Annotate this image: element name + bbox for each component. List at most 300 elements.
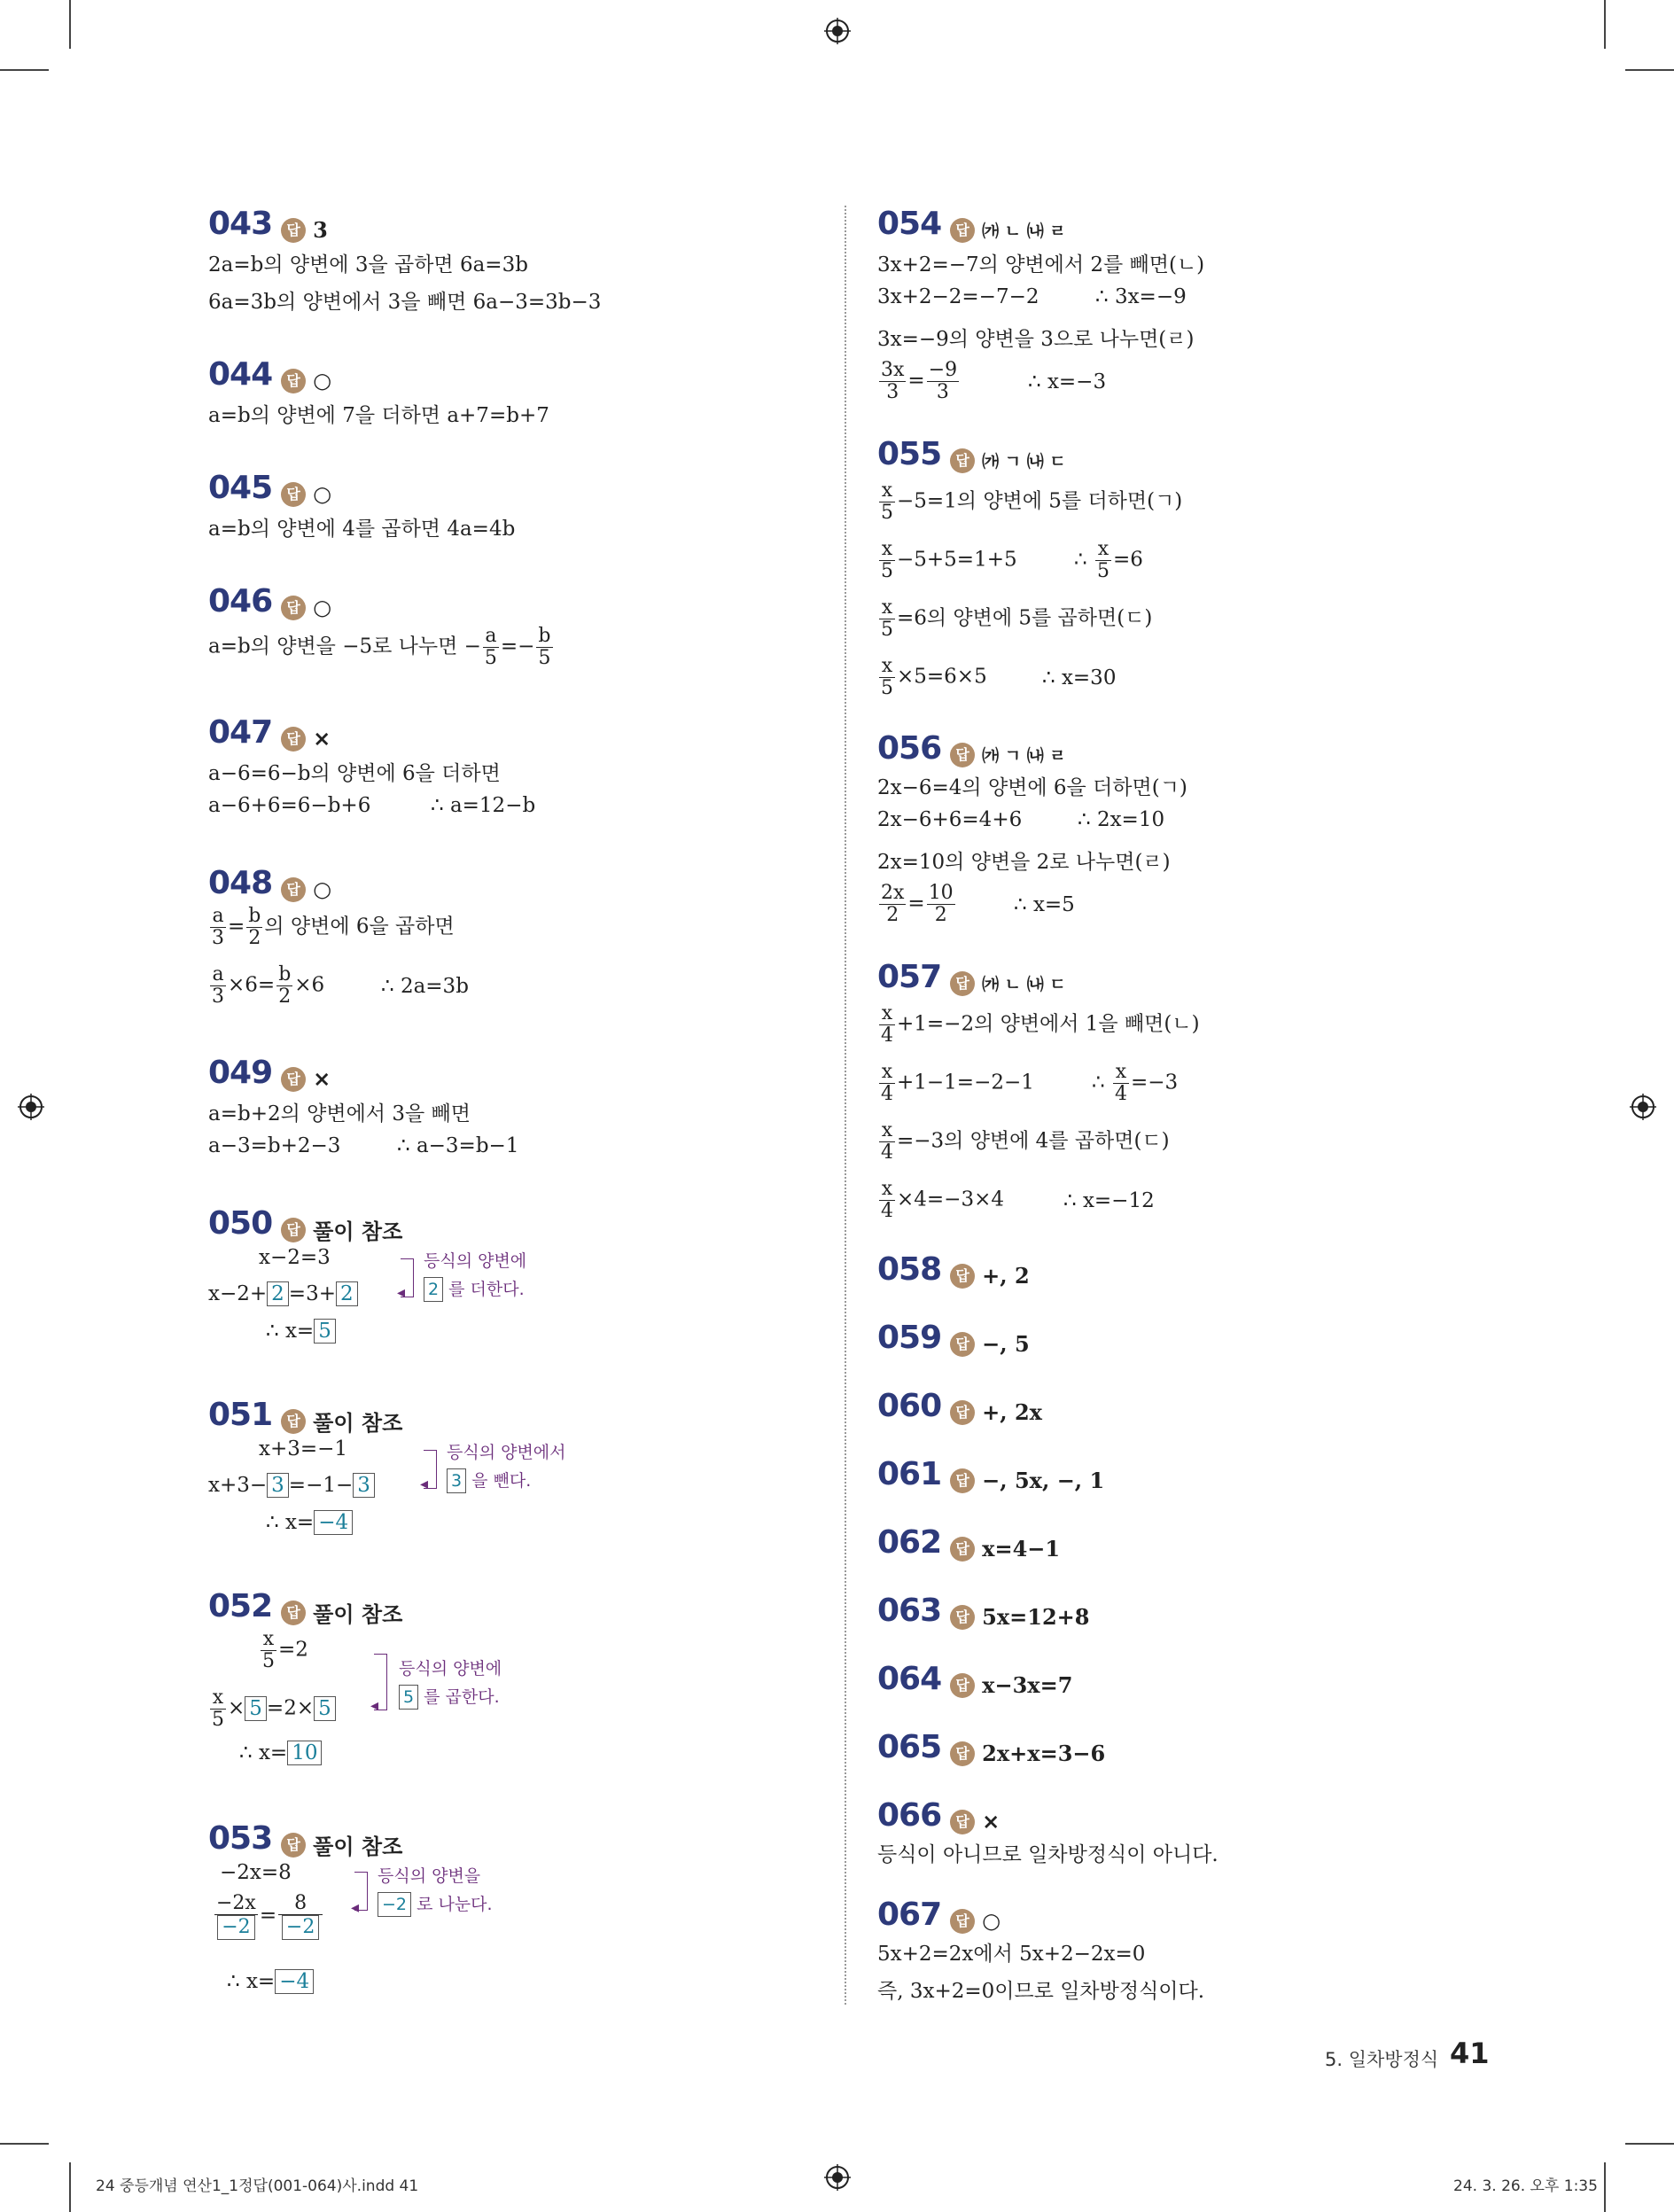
fraction (879, 539, 895, 582)
problem-header-052 (208, 1588, 402, 1628)
denominator: 2 (248, 927, 261, 949)
numerator: 3x (881, 359, 905, 381)
solution-line: 5x+2=2x에서 5x+2−2x=0 (877, 1943, 1146, 1966)
fraction (1113, 1062, 1129, 1105)
denominator: 4 (881, 1024, 893, 1047)
text: 를 곱한다. (424, 1687, 500, 1707)
problem-header-066 (877, 1797, 1000, 1834)
denominator: 5 (262, 1650, 275, 1672)
solution-line (1092, 1062, 1178, 1105)
solution-line: ∴ 2x=10 (1078, 808, 1165, 831)
problem-header-047 (208, 714, 331, 752)
equation-row (208, 1473, 375, 1498)
solution-line (208, 906, 455, 949)
text: =− (500, 635, 535, 658)
problem-number: 058 (877, 1251, 942, 1288)
solution-line: 3x=−9의 양변을 3으로 나누면(ㄹ) (877, 328, 1195, 351)
problem-header-049 (208, 1055, 331, 1092)
solution-line (877, 1003, 1200, 1047)
problem-number: 067 (877, 1897, 942, 1933)
text: =−3 (1130, 1071, 1179, 1094)
fraction (927, 883, 955, 926)
answer-badge: 답 (281, 1601, 306, 1625)
answer: ○ (313, 368, 332, 393)
solution-line (877, 1120, 1170, 1164)
problem-number: 059 (877, 1320, 942, 1356)
solution-line: a=b의 양변에 4를 곱하면 4a=4b (208, 518, 516, 541)
answer: −, 5x, −, 1 (982, 1468, 1105, 1493)
solution-line: ∴ x=−3 (1028, 370, 1107, 393)
problem-header-061 (877, 1456, 1104, 1493)
problem-number: 052 (208, 1588, 273, 1624)
fraction (879, 1003, 895, 1047)
problem-header-048 (208, 865, 331, 902)
text: ×5=6×5 (897, 665, 987, 689)
numerator: 2x (881, 882, 905, 904)
column-divider (845, 206, 846, 2005)
problem-header-046 (208, 583, 331, 620)
denominator: 3 (212, 985, 224, 1008)
fraction (927, 360, 959, 403)
registration-mark-icon (18, 1094, 44, 1120)
arrow-icon: ◂ (370, 1696, 379, 1715)
text: =6의 양변에 5를 곱하면(ㄷ) (897, 606, 1153, 630)
denominator: 5 (881, 502, 893, 524)
problem-header-067 (877, 1897, 1001, 1934)
text: = (228, 915, 245, 939)
problem-header-044 (208, 356, 331, 393)
slug-timestamp: 24. 3. 26. 오후 1:35 (1453, 2177, 1598, 2195)
arrow-icon: ◂ (351, 1898, 360, 1917)
note-text (447, 1468, 531, 1493)
answer: ㈎ ㄴ ㈏ ㄷ (982, 975, 1066, 994)
answer-box: 5 (314, 1319, 336, 1344)
problem-header-055 (877, 436, 1066, 473)
text: = (259, 1904, 277, 1928)
denominator: 5 (881, 677, 893, 699)
solution-line: ∴ 2a=3b (381, 975, 469, 998)
text: × (228, 1696, 245, 1720)
equation-row: x−2=3 (259, 1246, 331, 1269)
numerator: x (879, 656, 895, 678)
denominator: 4 (881, 1083, 893, 1105)
text: ×4=−3×4 (897, 1188, 1004, 1211)
denominator: 4 (1114, 1083, 1127, 1105)
fraction (879, 1120, 895, 1164)
page-number: 41 (1450, 2037, 1490, 2070)
answer-badge: 답 (950, 1605, 975, 1630)
fraction (210, 906, 226, 949)
denominator: 5 (881, 560, 893, 582)
problem-header-060 (877, 1388, 1042, 1425)
registration-mark-icon (824, 2164, 851, 2191)
fraction (246, 906, 262, 949)
solution-line (877, 480, 1182, 524)
problem-number: 048 (208, 865, 273, 901)
solution-line (208, 626, 555, 669)
numerator: 10 (928, 882, 954, 904)
answer: x=4−1 (982, 1536, 1061, 1562)
note-text: 등식의 양변에서 (447, 1443, 566, 1462)
answer-badge: 답 (281, 877, 306, 902)
answer: × (982, 1809, 1001, 1834)
numerator: x (879, 1120, 895, 1142)
text: 을 뺀다. (471, 1471, 532, 1491)
denominator: 5 (538, 647, 551, 669)
answer: 5x=12+8 (982, 1604, 1090, 1630)
answer-box: 3 (353, 1473, 375, 1498)
answer-badge: 답 (281, 1409, 306, 1434)
answer-badge: 답 (950, 1537, 975, 1562)
denominator (278, 1915, 323, 1940)
answer: 풀이 참조 (313, 1219, 403, 1244)
text: x+3− (208, 1474, 268, 1497)
numerator: a (210, 906, 226, 928)
note-text: 등식의 양변에 (424, 1251, 527, 1271)
problem-number: 045 (208, 470, 273, 506)
text: +1=−2의 양변에서 1을 빼면(ㄴ) (897, 1012, 1200, 1036)
problem-header-057 (877, 959, 1066, 996)
denominator: 4 (881, 1141, 893, 1164)
solution-line (877, 360, 961, 403)
text: = (907, 892, 925, 915)
denominator: 5 (212, 1709, 224, 1731)
answer-box: 3 (447, 1468, 466, 1493)
crop-mark (1625, 69, 1674, 71)
answer: ○ (313, 481, 332, 507)
answer: ○ (313, 595, 332, 620)
problem-number: 050 (208, 1205, 273, 1242)
text: =−3의 양변에 4를 곱하면(ㄷ) (897, 1129, 1170, 1153)
equation-row (239, 1741, 322, 1765)
solution-line: ∴ x=30 (1042, 666, 1117, 689)
denominator: 4 (881, 1200, 893, 1222)
problem-header-058 (877, 1251, 1030, 1289)
problem-number: 056 (877, 730, 942, 767)
solution-line (208, 964, 324, 1008)
text: 로 나눈다. (417, 1895, 493, 1914)
text: =−1− (288, 1474, 354, 1497)
text: x−2+ (208, 1282, 268, 1305)
fraction (214, 1893, 258, 1940)
problem-header-059 (877, 1320, 1030, 1357)
chapter-label: 5. 일차방정식 (1325, 2049, 1439, 2070)
answer-badge: 답 (950, 1468, 975, 1493)
equation-row (208, 1281, 358, 1306)
answer: 풀이 참조 (313, 1411, 403, 1436)
text: ∴ x= (266, 1320, 315, 1343)
solution-line (877, 883, 957, 926)
answer: 풀이 참조 (313, 1602, 403, 1627)
crop-mark (69, 0, 71, 49)
arrow-icon: ◂ (397, 1283, 406, 1302)
numerator: b (278, 963, 292, 985)
solution-line: a=b+2의 양변에서 3을 빼면 (208, 1102, 471, 1125)
answer-badge: 답 (950, 971, 975, 996)
problem-header-062 (877, 1524, 1060, 1562)
registration-mark-icon (824, 18, 851, 44)
text: =6 (1112, 548, 1143, 572)
text: ∴ x= (239, 1741, 288, 1764)
crop-mark (1604, 0, 1606, 49)
text: ∴ (1074, 548, 1087, 572)
equation-row (213, 1893, 324, 1940)
answer: 풀이 참조 (313, 1834, 403, 1859)
numerator: x (879, 1003, 895, 1025)
solution-line: ∴ x=−12 (1063, 1189, 1155, 1212)
answer-badge: 답 (950, 448, 975, 473)
text: =3+ (288, 1282, 336, 1305)
answer: ㈎ ㄱ ㈏ ㄹ (982, 746, 1066, 766)
problem-header-065 (877, 1729, 1105, 1766)
solution-line (1074, 539, 1143, 582)
answer-box: −2 (217, 1915, 254, 1940)
problem-number: 044 (208, 356, 273, 393)
solution-line: a−6=6−b의 양변에 6을 더하면 (208, 762, 501, 785)
arrow-icon: ◂ (420, 1475, 429, 1493)
numerator: b (248, 905, 261, 927)
fraction (483, 626, 499, 669)
note-text: 등식의 양변을 (378, 1866, 481, 1886)
solution-line (877, 656, 987, 699)
answer: x−3x=7 (982, 1672, 1073, 1698)
solution-line: ∴ x=5 (1014, 893, 1075, 916)
numerator: 8 (278, 1893, 323, 1915)
answer-badge: 답 (950, 1332, 975, 1357)
numerator: x (879, 480, 895, 502)
text: a=b의 양변을 −5로 나누면 − (208, 635, 481, 658)
denominator: 2 (886, 904, 899, 926)
problem-number: 065 (877, 1729, 942, 1765)
answer-badge: 답 (281, 1067, 306, 1092)
numerator: x (261, 1629, 276, 1651)
answer-box: 10 (287, 1741, 322, 1765)
solution-line: 2x−6=4의 양변에 6을 더하면(ㄱ) (877, 776, 1187, 799)
answer-badge: 답 (950, 1264, 975, 1289)
solution-line (877, 1062, 1034, 1105)
problem-number: 051 (208, 1397, 273, 1433)
text: ×6= (228, 973, 276, 997)
problem-header-054 (877, 206, 1066, 243)
solution-line: a=b의 양변에 7을 더하면 a+7=b+7 (208, 404, 549, 427)
answer-badge: 답 (281, 1218, 306, 1242)
solution-line: 즉, 3x+2=0이므로 일차방정식이다. (877, 1980, 1205, 2003)
numerator: x (210, 1687, 226, 1710)
answer-box: 5 (245, 1696, 267, 1721)
fraction (210, 964, 226, 1008)
equation-row (208, 1687, 336, 1731)
problem-number: 061 (877, 1456, 942, 1492)
denominator: 3 (212, 927, 224, 949)
numerator: x (879, 539, 895, 561)
answer-box: 2 (267, 1281, 289, 1306)
solution-line: a−6+6=6−b+6 (208, 794, 371, 817)
note-text (378, 1891, 493, 1917)
answer: ㈎ ㄱ ㈏ ㄷ (982, 452, 1066, 471)
text: =2× (266, 1696, 315, 1720)
answer-box: −4 (275, 1969, 314, 1994)
text: −5=1의 양변에 5를 더하면(ㄱ) (897, 489, 1183, 513)
answer: ○ (313, 876, 332, 902)
solution-line: 3x+2−2=−7−2 (877, 285, 1039, 308)
text: −5+5=1+5 (897, 548, 1017, 572)
problem-number: 054 (877, 206, 942, 242)
fraction (879, 883, 906, 926)
numerator: a (483, 626, 499, 648)
problem-header-064 (877, 1661, 1072, 1698)
fraction (879, 1179, 895, 1222)
answer: ○ (982, 1908, 1001, 1934)
fraction (210, 1687, 226, 1731)
problem-number: 047 (208, 714, 273, 751)
answer-badge: 답 (950, 1673, 975, 1698)
crop-mark (69, 2162, 71, 2212)
problem-number: 053 (208, 1820, 273, 1857)
solution-line: 6a=3b의 양변에서 3을 빼면 6a−3=3b−3 (208, 291, 602, 314)
answer-box: 2 (424, 1277, 443, 1302)
answer-badge: 답 (950, 1810, 975, 1834)
answer-badge: 답 (281, 218, 306, 243)
numerator: −2x (216, 1892, 256, 1914)
solution-line: 2x−6+6=4+6 (877, 808, 1023, 831)
answer: × (313, 726, 331, 752)
fraction (879, 597, 895, 641)
answer-badge: 답 (950, 743, 975, 767)
solution-line: ∴ 3x=−9 (1095, 285, 1187, 308)
crop-mark (0, 2143, 49, 2145)
equation-row (266, 1319, 336, 1344)
problem-number: 043 (208, 206, 273, 242)
answer-box: −2 (282, 1915, 319, 1940)
answer-box: 2 (336, 1281, 358, 1306)
text: 를 더한다. (448, 1280, 525, 1299)
denominator (214, 1915, 258, 1940)
denominator: 2 (278, 985, 292, 1008)
answer-badge: 답 (281, 482, 306, 507)
answer-badge: 답 (281, 596, 306, 620)
problem-header-056 (877, 730, 1066, 767)
problem-number: 063 (877, 1593, 942, 1629)
answer-badge: 답 (950, 218, 975, 243)
denominator: 3 (936, 381, 949, 403)
solution-line: 2x=10의 양변을 2로 나누면(ㄹ) (877, 851, 1171, 874)
denominator: 5 (881, 619, 893, 641)
answer-badge: 답 (950, 1909, 975, 1934)
answer: +, 2x (982, 1399, 1042, 1425)
answer: 2x+x=3−6 (982, 1741, 1106, 1766)
answer-badge: 답 (281, 1833, 306, 1858)
answer-box: 5 (314, 1696, 336, 1721)
answer-badge: 답 (950, 1400, 975, 1425)
problem-header-051 (208, 1397, 402, 1437)
text: 의 양변에 6을 곱하면 (264, 915, 455, 939)
equation-row (259, 1629, 308, 1672)
numerator: b (538, 625, 551, 647)
equation-row: −2x=8 (220, 1861, 292, 1884)
text: ∴ x= (227, 1970, 276, 1993)
numerator: x (879, 1179, 895, 1201)
answer-badge: 답 (281, 727, 306, 752)
problem-number: 062 (877, 1524, 942, 1561)
problem-number: 049 (208, 1055, 273, 1091)
denominator: 5 (484, 647, 497, 669)
denominator: 3 (886, 381, 899, 403)
solution-line: ∴ a−3=b−1 (397, 1134, 519, 1157)
crop-mark (1604, 2162, 1606, 2212)
registration-mark-icon (1630, 1094, 1656, 1120)
text: +1−1=−2−1 (897, 1071, 1034, 1094)
solution-line: 3x+2=−7의 양변에서 2를 빼면(ㄴ) (877, 253, 1205, 276)
numerator: x (1113, 1062, 1129, 1084)
problem-header-063 (877, 1593, 1089, 1630)
problem-header-043 (208, 206, 328, 243)
solution-line (877, 539, 1017, 582)
fraction (1095, 539, 1111, 582)
fraction (278, 1893, 323, 1940)
fraction (879, 656, 895, 699)
equation-row: x+3=−1 (259, 1437, 348, 1460)
text: =2 (278, 1638, 308, 1662)
problem-header-053 (208, 1820, 402, 1860)
slug-file-info: 24 중등개념 연산1_1정답(001-064)사.indd 41 (96, 2177, 419, 2195)
fraction (879, 360, 906, 403)
denominator: 5 (1096, 560, 1110, 582)
note-text (399, 1684, 500, 1710)
denominator: 2 (934, 904, 947, 926)
solution-line: ∴ a=12−b (431, 794, 536, 817)
fraction (879, 1062, 895, 1105)
answer-box: 3 (267, 1473, 289, 1498)
problem-number: 060 (877, 1388, 942, 1424)
numerator: x (1095, 539, 1111, 561)
fraction (536, 626, 552, 669)
equation-row (227, 1969, 314, 1994)
problem-header-045 (208, 470, 331, 507)
crop-mark (1625, 2143, 1674, 2145)
problem-number: 066 (877, 1797, 942, 1834)
numerator: x (879, 597, 895, 619)
fraction (879, 480, 895, 524)
text: ∴ (1092, 1071, 1105, 1094)
problem-number: 064 (877, 1661, 942, 1697)
note-text (424, 1276, 525, 1302)
problem-number: 046 (208, 583, 273, 619)
note-text: 등식의 양변에 (399, 1659, 502, 1678)
solution-line (877, 1179, 1004, 1222)
solution-line (877, 597, 1152, 641)
answer: +, 2 (982, 1263, 1030, 1289)
answer-box: −4 (314, 1510, 353, 1535)
answer-box: 5 (399, 1685, 418, 1710)
answer: −, 5 (982, 1331, 1030, 1357)
answer: × (313, 1066, 331, 1092)
answer: ㈎ ㄴ ㈏ ㄹ (982, 222, 1066, 241)
fraction (261, 1629, 276, 1672)
answer-badge: 답 (281, 369, 306, 393)
numerator: −9 (928, 359, 958, 381)
fraction (276, 964, 292, 1008)
problem-number: 055 (877, 436, 942, 472)
crop-mark (0, 69, 49, 71)
solution-line: 2a=b의 양변에 3을 곱하면 6a=3b (208, 253, 528, 276)
answer-box: −2 (378, 1892, 411, 1917)
text: ∴ x= (266, 1511, 315, 1534)
problem-number: 057 (877, 959, 942, 995)
text: ×6 (294, 973, 325, 997)
answer: 3 (313, 217, 328, 243)
solution-line: 등식이 아니므로 일차방정식이 아니다. (877, 1843, 1219, 1866)
problem-header-050 (208, 1205, 402, 1245)
